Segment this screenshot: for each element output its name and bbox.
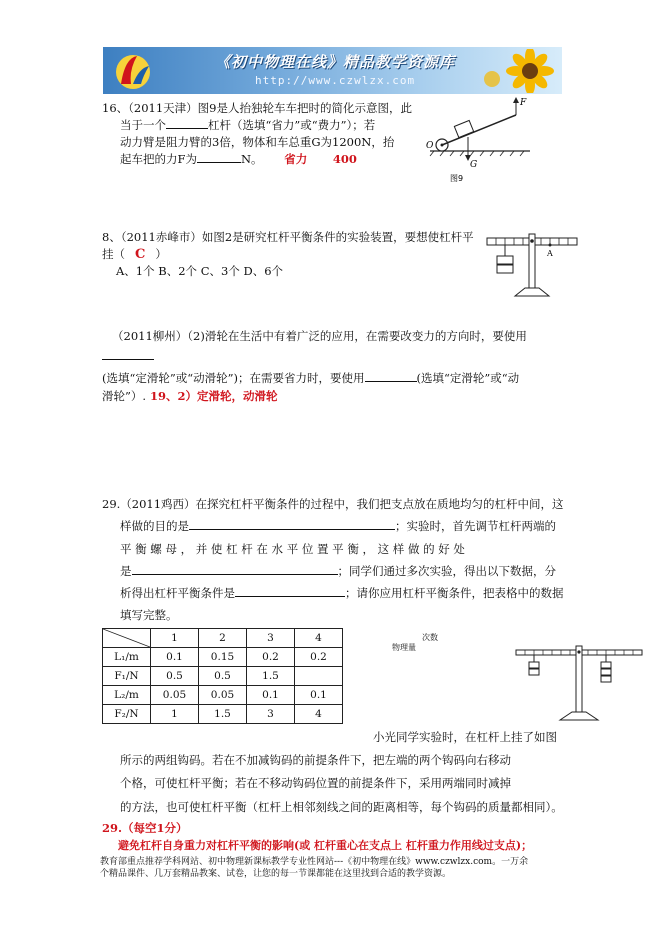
footer-line2: 个精品课件、几万套精品教案、试卷，让您的每一节课都能在这里找到合适的教学资源。 [100, 869, 452, 879]
table-cell: 0.15 [199, 648, 247, 667]
table-cell: 0.05 [151, 686, 199, 705]
diagonal-line-icon [103, 629, 150, 647]
table-header-cell: 4 [295, 629, 343, 648]
table-cell: 0.2 [295, 648, 343, 667]
table-cell: 0.1 [295, 686, 343, 705]
liuzhou-blank1[interactable] [102, 348, 154, 360]
q29-text: ；请你应用杠杆平衡条件，把表格中的数据 [345, 586, 564, 600]
q8-answer: C [135, 247, 146, 262]
q29-text: ；实验时，首先调节杠杆两端的 [395, 519, 556, 533]
fig9-caption: 图9 [450, 174, 464, 183]
liuzhou-text: (选填“定滑轮”或“动滑轮”)；在需要省力时，要使用 [102, 371, 365, 385]
q29-line9: 个格，可使杠杆平衡；若在不移动钩码位置的前提条件下，采用两端同时减掉 [120, 776, 511, 790]
q29-line3: 平 衡 螺 母 ， 并 使 杠 杆 在 水 平 位 置 平 衡 ， 这 样 做 的 好 处 [120, 542, 465, 556]
table-cell: 0.1 [247, 686, 295, 705]
table-row [103, 686, 343, 705]
q16-text: 杠杆（选填“省力”或“费力”）；若 [208, 118, 376, 132]
q29-text: 是 [120, 564, 132, 578]
table-header-cell: 3 [247, 629, 295, 648]
table-row-label: L₁/m [103, 648, 151, 667]
q8-text: ） [155, 247, 167, 261]
liuzhou-blank-line [102, 348, 154, 364]
fig2-label-a: A [547, 249, 553, 258]
table-cell: 0.05 [199, 686, 247, 705]
table-cell: 4 [295, 705, 343, 724]
q29-line10: 的方法，也可使杠杆平衡（杠杆上相邻刻线之间的距离相等，每个钩码的质量都相同）。 [120, 800, 563, 814]
q16-blank1[interactable] [166, 117, 208, 129]
table-row-label: F₂/N [103, 705, 151, 724]
q8-text: 挂（ [102, 247, 125, 261]
q16-line1: 16、（2011天津）图9是人抬独轮车车把时的简化示意图，此 [102, 101, 412, 115]
header-banner [103, 47, 562, 94]
table-row [103, 648, 343, 667]
table-header-cell: 2 [199, 629, 247, 648]
table-row-label: L₂/m [103, 686, 151, 705]
table-cell: 0.5 [151, 667, 199, 686]
liuzhou-blank2[interactable] [365, 370, 417, 382]
q16-line2 [120, 117, 375, 133]
table-row [103, 667, 343, 686]
table-cell-blank[interactable] [295, 667, 343, 686]
q16-answer1: 省力 [284, 152, 308, 166]
q16-answer2: 400 [332, 152, 357, 166]
q29-answer-line: 避免杠杆自身重力对杠杆平衡的影响(或 杠杆重心在支点上 杠杆重力作用线过支点)； [118, 839, 533, 852]
fig-label-wuliliang: 物理量 [392, 643, 416, 652]
q16-line3: 动力臂是阻力臂的3倍，物体和车总重G为1200N，抬 [120, 135, 395, 149]
q16-text: N。 [240, 152, 263, 166]
table-row [103, 705, 343, 724]
table-cell: 1 [151, 705, 199, 724]
liuzhou-line3 [102, 388, 278, 404]
table-row [103, 629, 343, 648]
q29-data-table [102, 628, 343, 724]
site-url[interactable]: http://www.czwlzx.com [255, 74, 416, 87]
liuzhou-text: (选填“定滑轮”或“动 [416, 371, 520, 385]
q29-line1: 29.（2011鸡西）在探究杠杆平衡条件的过程中，我们把支点放在质地均匀的杠杆中间，这 [102, 497, 564, 511]
site-title: 《初中物理在线》精品教学资源库 [215, 53, 456, 71]
table-cell: 0.2 [247, 648, 295, 667]
q29-text: 样做的目的是 [120, 519, 189, 533]
liuzhou-answer: 19、2）定滑轮，动滑轮 [150, 389, 278, 403]
table-corner-cell [103, 629, 151, 648]
site-logo-icon [111, 50, 155, 90]
liuzhou-text: 滑轮”）. [102, 389, 147, 403]
q8-line2 [102, 246, 167, 263]
fig2-lever-apparatus [485, 232, 581, 302]
q29-blank1[interactable] [189, 518, 395, 530]
q29-line6: 填写完整。 [120, 608, 178, 622]
sunflower-icon [478, 49, 558, 93]
q29-line8: 所示的两组钩码。若在不加减钩码的前提条件下，把左端的两个钩码向右移动 [120, 753, 511, 767]
table-cell: 0.5 [199, 667, 247, 686]
q16-text: 起车把的力F为 [120, 152, 197, 166]
lever-hooks-diagram [514, 640, 648, 724]
q16-text: 当于一个 [120, 118, 166, 132]
q29-text: ；同学们通过多次实验，得出以下数据，分 [337, 564, 556, 578]
q8-options: A、1个 B、2个 C、3个 D、6个 [116, 264, 284, 278]
q29-line2 [120, 518, 556, 534]
fig9-label-g: G [470, 160, 478, 170]
q29-line7: 小光同学实验时，在杠杆上挂了如图 [373, 730, 557, 744]
liuzhou-line2 [102, 370, 519, 386]
q29-line5 [120, 585, 564, 601]
q29-blank3[interactable] [235, 585, 345, 597]
table-header-cell: 1 [151, 629, 199, 648]
q29-blank2[interactable] [132, 563, 338, 575]
table-cell: 3 [247, 705, 295, 724]
liuzhou-line1: （2011柳州）（2)滑轮在生活中有着广泛的应用，在需要改变力的方向时，要使用 [112, 329, 527, 343]
table-cell: 1.5 [247, 667, 295, 686]
q16-line4 [120, 151, 357, 167]
q29-answer-title: 29.（每空1分） [102, 821, 188, 835]
q29-line4 [120, 563, 556, 579]
table-row-label: F₁/N [103, 667, 151, 686]
fig9-wheelbarrow-diagram [420, 95, 540, 185]
fig9-label-o: O [426, 141, 434, 151]
fig9-label-f: F [520, 98, 527, 108]
footer-line1: 教育部重点推荐学科网站、初中物理新课标教学专业性网站---《初中物理在线》www.czwlzx.com。一万余 [100, 857, 529, 867]
q8-line1: 8、（2011赤峰市）如图2是研究杠杆平衡条件的实验装置，要想使杠杆平 [102, 230, 474, 244]
fig-label-cishu: 次数 [422, 633, 438, 642]
table-cell: 0.1 [151, 648, 199, 667]
table-cell: 1.5 [199, 705, 247, 724]
q16-blank2[interactable] [197, 151, 241, 163]
q29-text: 析得出杠杆平衡条件是 [120, 586, 235, 600]
